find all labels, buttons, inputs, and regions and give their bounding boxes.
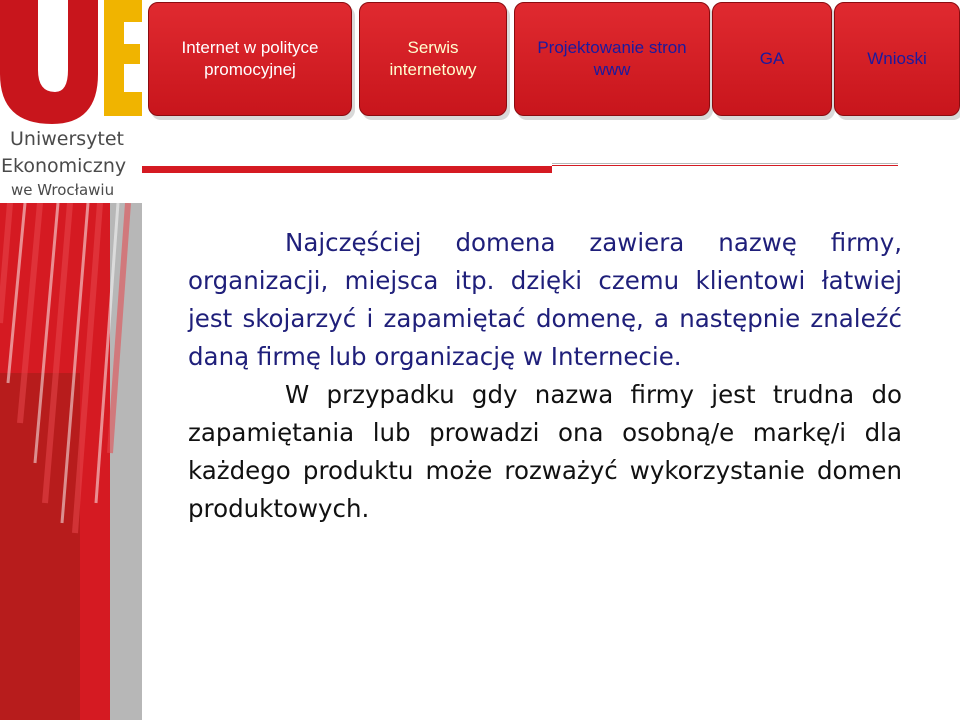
top-navigation: [142, 0, 960, 122]
logo-line-1: Uniwersytet: [10, 128, 124, 150]
nav-button-serwis-internetowy[interactable]: Serwis internetowy: [359, 2, 507, 116]
nav-button-wnioski[interactable]: Wnioski: [834, 2, 960, 116]
slide-content: [188, 224, 902, 528]
header-divider-gray: [552, 163, 898, 164]
logo-e-shape: [104, 0, 142, 116]
ue-logo-mark: [0, 0, 142, 128]
header-divider-red: [142, 166, 552, 173]
paragraph-product-domains: W przypadku gdy nazwa firmy jest trudna do zapamiętania lub prowadzi ona osobną/e markę/i dla każdego produktu może rozważyć wykorzystanie domen produktowych.: [188, 380, 902, 523]
paragraph-domain-naming: Najczęściej domena zawiera nazwę firmy, organizacji, miejsca itp. dzięki czemu klientowi łatwiej jest skojarzyć i zapamiętać domenę, a następnie znaleźć daną firmę lub organizację w Internecie.: [188, 228, 902, 371]
nav-button-ga[interactable]: GA: [712, 2, 832, 116]
band-stripes: [0, 203, 142, 720]
nav-button-projektowanie-stron[interactable]: Projektowanie stron www: [514, 2, 710, 116]
logo-line-3: we Wrocławiu: [11, 181, 115, 199]
university-logo: [0, 0, 142, 205]
left-decorative-band: [0, 203, 142, 720]
header-divider-thin-red: [552, 165, 898, 166]
logo-u-shape: [0, 0, 98, 124]
nav-button-internet-w-polityce[interactable]: Internet w polityce promocyjnej: [148, 2, 352, 116]
logo-line-2: Ekonomiczny: [1, 155, 127, 177]
